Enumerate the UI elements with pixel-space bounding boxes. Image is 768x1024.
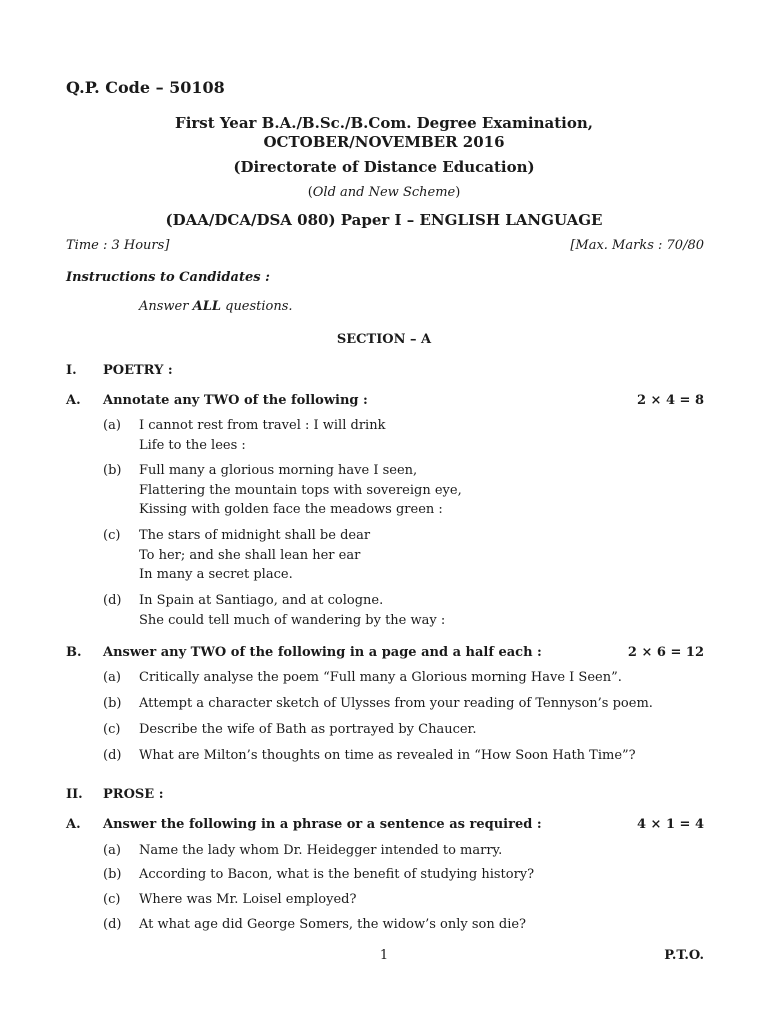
item-label: (b) [103,463,122,478]
part1-number: I. [66,363,77,378]
poem-extract-c [139,526,370,585]
scheme-text: Old and New Scheme [312,185,456,200]
part1-b-letter: B. [66,645,82,660]
part1-b-title: Answer any TWO of the following in a page and a half each : [103,645,542,660]
part2-title: PROSE : [103,787,164,802]
part1-title: POETRY : [103,363,173,378]
part1-b-marks: 2 × 6 = 12 [627,645,704,660]
poem-line: Life to the lees : [139,437,246,453]
instr-pre: Answer [139,299,193,314]
instructions-title: Instructions to Candidates : [66,270,270,285]
poem-line: In Spain at Santiago, and at cologne. [139,593,384,608]
time-allowed: Time : 3 Hours] [66,238,170,253]
question-text: Where was Mr. Loisel employed? [139,892,357,907]
poem-line: I cannot rest from travel : I will drink [139,418,386,433]
pto-label: P.T.O. [664,948,704,963]
item-label: (d) [103,748,122,763]
poem-extract-d [139,591,445,630]
poem-line: Full many a glorious morning have I seen, [139,463,418,478]
part1-a-letter: A. [66,393,81,408]
question-text: According to Bacon, what is the benefit of studying history? [139,867,535,882]
poem-line: She could tell much of wandering by the way : [139,612,446,628]
question-text: Describe the wife of Bath as portrayed by Chaucer. [139,722,477,737]
paper-title: (DAA/DCA/DSA 080) Paper I – ENGLISH LANGUAGE [165,211,603,229]
page-number: 1 [379,948,389,963]
poem-line: In many a secret place. [139,567,293,582]
directorate: (Directorate of Distance Education) [233,158,535,176]
instruction-text [139,299,293,314]
instr-bold: ALL [192,299,221,314]
part1-a-title: Annotate any TWO of the following : [103,393,368,408]
question-text: Name the lady whom Dr. Heidegger intended to marry. [139,843,503,858]
item-label: (c) [103,892,121,907]
scheme [0,185,768,200]
part2-a-title: Answer the following in a phrase or a sentence as required : [103,817,542,832]
poem-line: Kissing with golden face the meadows green : [139,502,443,517]
item-label: (c) [103,722,121,737]
poem-extract-b [139,461,462,520]
instr-post: questions. [220,299,293,314]
item-label: (d) [103,593,122,608]
item-label: (d) [103,917,122,932]
exam-title-line1: First Year B.A./B.Sc./B.Com. Degree Examination, [175,114,593,132]
question-text: What are Milton’s thoughts on time as revealed in “How Soon Hath Time”? [139,748,636,763]
poem-line: Flattering the mountain tops with sovereign eye, [139,482,462,498]
question-text: Attempt a character sketch of Ulysses from your reading of Tennyson’s poem. [139,696,653,711]
qp-code: Q.P. Code – 50108 [66,78,225,97]
section-a-heading: SECTION – A [336,332,432,347]
poem-extract-a [139,416,385,455]
scheme-close: ) [455,185,461,200]
item-label: (b) [103,867,122,882]
part2-a-marks: 4 × 1 = 4 [636,817,704,832]
item-label: (a) [103,670,121,685]
poem-line: The stars of midnight shall be dear [139,528,371,543]
item-label: (c) [103,528,121,543]
part1-a-marks: 2 × 4 = 8 [636,393,704,408]
exam-title-line2: OCTOBER/NOVEMBER 2016 [263,133,505,151]
question-text: At what age did George Somers, the widow’s only son die? [139,917,527,932]
item-label: (b) [103,696,122,711]
max-marks: [Max. Marks : 70/80 [570,238,704,253]
item-label: (a) [103,418,121,433]
part2-number: II. [66,787,83,802]
scheme-open: ( [307,185,313,200]
poem-line: To her; and she shall lean her ear [139,547,361,563]
item-label: (a) [103,843,121,858]
question-text: Critically analyse the poem “Full many a Glorious morning Have I Seen”. [139,670,622,685]
part2-a-letter: A. [66,817,81,832]
